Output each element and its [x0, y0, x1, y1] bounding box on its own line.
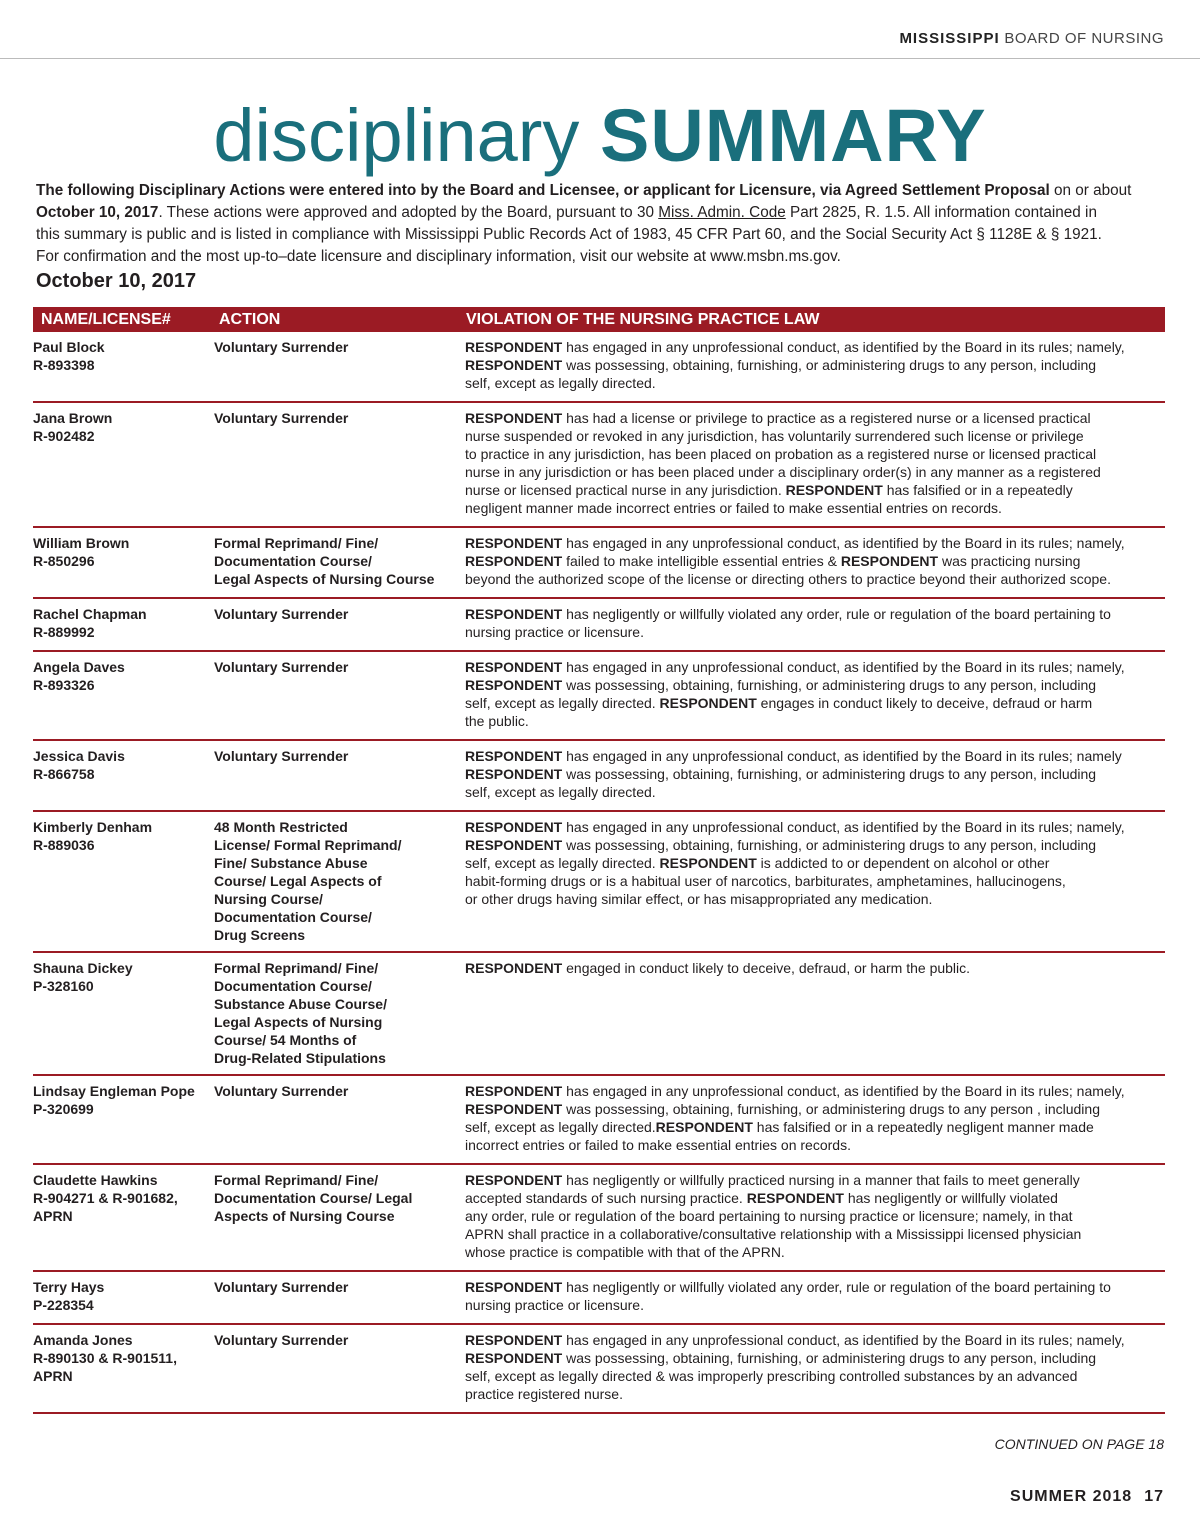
licensee-name: William Brown: [33, 535, 130, 551]
respondent-keyword: RESPONDENT: [840, 553, 939, 569]
violation-text: any order, rule or regulation of the board pertaining to nursing practice or licensure; namely, in that: [465, 1208, 1073, 1224]
action-cell: [214, 747, 450, 765]
action-line: Voluntary Surrender: [214, 748, 349, 764]
violation-line: [465, 356, 1165, 374]
violation-text: nurse in any jurisdiction or has been placed under a disciplinary order(s) in any manner as a registered: [465, 464, 1101, 480]
action-cell: [214, 818, 450, 944]
violation-cell: [465, 338, 1165, 392]
violation-line: [465, 1171, 1165, 1189]
respondent-keyword: RESPONDENT: [465, 677, 563, 693]
licensee-name: Rachel Chapman: [33, 606, 147, 622]
violation-line: [465, 1189, 1165, 1207]
action-cell: [214, 409, 450, 427]
table-row: [33, 403, 1165, 528]
violation-text: negligent manner made incorrect entries or failed to make essential entries on records.: [465, 500, 1002, 516]
respondent-keyword: RESPONDENT: [659, 855, 757, 871]
licensee-name: Terry Hays: [33, 1279, 105, 1295]
license-number: P-328160: [33, 978, 94, 994]
violation-text: engaged in conduct likely to deceive, defraud, or harm the public.: [562, 960, 971, 976]
action-line: Aspects of Nursing Course: [214, 1208, 395, 1224]
violation-line: [465, 854, 1165, 872]
title-light: disciplinary: [213, 94, 580, 177]
table-row: [33, 812, 1165, 953]
violation-text: has engaged in any unprofessional conduct, as identified by the Board in its rules; namely,: [562, 1332, 1125, 1348]
masthead-rule: [0, 58, 1200, 59]
action-cell: [214, 959, 450, 1067]
licensee-name: Angela Daves: [33, 659, 125, 675]
violation-line: [465, 1207, 1165, 1225]
violation-text: beyond the authorized scope of the license or directing others to practice beyond their authorized scope.: [465, 571, 1111, 587]
violation-line: [465, 1136, 1165, 1154]
action-line: Voluntary Surrender: [214, 410, 349, 426]
table-row: [33, 953, 1165, 1076]
respondent-keyword: RESPONDENT: [465, 1279, 563, 1295]
violation-text: whose practice is compatible with that of the APRN.: [465, 1244, 785, 1260]
licensee-name-cell: [33, 534, 211, 570]
violation-line: [465, 959, 1165, 977]
header-violation: VIOLATION OF THE NURSING PRACTICE LAW: [466, 311, 820, 328]
respondent-keyword: RESPONDENT: [465, 1101, 563, 1117]
page-footer: [1010, 1488, 1164, 1506]
violation-line: [465, 1367, 1165, 1385]
table-header: [33, 307, 1165, 332]
respondent-keyword: RESPONDENT: [465, 766, 563, 782]
action-line: Legal Aspects of Nursing Course: [214, 571, 435, 587]
license-number: R-904271 & R-901682,: [33, 1190, 178, 1206]
licensee-name: Jana Brown: [33, 410, 113, 426]
violation-text: self, except as legally directed.: [465, 695, 660, 711]
respondent-keyword: RESPONDENT: [465, 553, 563, 569]
license-number: R-893326: [33, 677, 95, 693]
table-row: [33, 1325, 1165, 1414]
licensee-name: Kimberly Denham: [33, 819, 153, 835]
violation-text: or other drugs having similar effect, or has misappropriated any medication.: [465, 891, 933, 907]
page-title: [0, 96, 1200, 176]
violation-text: has negligently or willfully violated any order, rule or regulation of the board pertaining to: [562, 1279, 1111, 1295]
violation-text: was possessing, obtaining, furnishing, or administering drugs to any person, including: [562, 1350, 1097, 1366]
license-number: P-320699: [33, 1101, 94, 1117]
violation-cell: [465, 534, 1165, 588]
action-cell: [214, 1331, 450, 1349]
violation-text: was possessing, obtaining, furnishing, or administering drugs to any person, including: [562, 677, 1097, 693]
violation-text: has engaged in any unprofessional conduct, as identified by the Board in its rules; namely: [562, 748, 1122, 764]
violation-cell: [465, 1082, 1165, 1154]
page-number: 17: [1144, 1488, 1164, 1505]
violation-line: [465, 1331, 1165, 1349]
license-number: R-889992: [33, 624, 95, 640]
respondent-keyword: RESPONDENT: [465, 339, 563, 355]
action-line: License/ Formal Reprimand/: [214, 837, 402, 853]
action-cell: [214, 1278, 450, 1296]
license-number: R-889036: [33, 837, 95, 853]
violation-text: was possessing, obtaining, furnishing, or administering drugs to any person, including: [562, 357, 1097, 373]
action-line: Drug Screens: [214, 927, 306, 943]
licensee-name: Amanda Jones: [33, 1332, 133, 1348]
violation-line: [465, 552, 1165, 570]
header-action: ACTION: [219, 311, 281, 328]
licensee-name-cell: [33, 605, 211, 641]
licensee-name-cell: [33, 1082, 211, 1118]
violation-text: was possessing, obtaining, furnishing, or administering drugs to any person , including: [562, 1101, 1100, 1117]
table-row: [33, 528, 1165, 599]
action-line: Fine/ Substance Abuse: [214, 855, 368, 871]
action-line: Voluntary Surrender: [214, 606, 349, 622]
respondent-keyword: RESPONDENT: [465, 748, 563, 764]
title-bold: SUMMARY: [600, 94, 987, 177]
action-line: Voluntary Surrender: [214, 339, 349, 355]
violation-cell: [465, 1278, 1165, 1314]
action-line: Substance Abuse Course/: [214, 996, 387, 1012]
violation-cell: [465, 658, 1165, 730]
violation-line: [465, 676, 1165, 694]
licensee-name-cell: [33, 338, 211, 374]
violation-line: [465, 1100, 1165, 1118]
date-heading: October 10, 2017: [36, 270, 197, 292]
violation-line: [465, 409, 1165, 427]
respondent-keyword: RESPONDENT: [465, 960, 563, 976]
respondent-keyword: RESPONDENT: [465, 837, 563, 853]
violation-cell: [465, 1331, 1165, 1403]
action-cell: [214, 658, 450, 676]
action-line: Course/ 54 Months of: [214, 1032, 357, 1048]
licensee-name-cell: [33, 747, 211, 783]
violation-line: [465, 1349, 1165, 1367]
violation-line: [465, 623, 1165, 641]
violation-line: [465, 1243, 1165, 1261]
violation-text: APRN shall practice in a collaborative/consultative relationship with a Mississippi licensed physician: [465, 1226, 1082, 1242]
table-row: [33, 741, 1165, 812]
violation-line: [465, 658, 1165, 676]
table-row: [33, 1165, 1165, 1272]
violation-line: [465, 338, 1165, 356]
violation-line: [465, 481, 1165, 499]
action-line: Voluntary Surrender: [214, 1279, 349, 1295]
intro-line-3: this summary is public and is listed in compliance with Mississippi Public Records Act of 1983, 45 CFR Part 60, and the Social Security Act § 1128E & § 1921.: [36, 226, 1102, 243]
respondent-keyword: RESPONDENT: [465, 1172, 563, 1188]
disciplinary-table: [33, 332, 1165, 1414]
violation-cell: [465, 818, 1165, 908]
violation-text: is addicted to or dependent on alcohol or other: [756, 855, 1050, 871]
action-line: Documentation Course/: [214, 909, 372, 925]
header-name: NAME/LICENSE#: [41, 311, 171, 328]
violation-text: has engaged in any unprofessional conduct, as identified by the Board in its rules; namely,: [562, 339, 1125, 355]
action-line: Voluntary Surrender: [214, 659, 349, 675]
violation-line: [465, 872, 1165, 890]
violation-text: has falsified or in a repeatedly: [882, 482, 1073, 498]
licensee-name-cell: [33, 1331, 211, 1385]
intro-line-2: October 10, 2017. These actions were approved and adopted by the Board, pursuant to 30 Miss. Admin. Code Part 2825, R. 1.5. All information contained in: [36, 204, 1097, 221]
masthead: [899, 30, 1164, 47]
license-number: P-228354: [33, 1297, 94, 1313]
respondent-keyword: RESPONDENT: [465, 535, 563, 551]
violation-text: has negligently or willfully practiced nursing in a manner that fails to meet generally: [562, 1172, 1080, 1188]
action-line: Documentation Course/ Legal: [214, 1190, 413, 1206]
table-row: [33, 1076, 1165, 1165]
respondent-keyword: RESPONDENT: [655, 1119, 753, 1135]
action-line: Formal Reprimand/ Fine/: [214, 1172, 379, 1188]
licensee-name: Paul Block: [33, 339, 105, 355]
intro-line-1: The following Disciplinary Actions were entered into by the Board and Licensee, or applicant for Licensure, via Agreed Settlement Proposal on or about: [36, 182, 1132, 199]
violation-text: has had a license or privilege to practice as a registered nurse or a licensed practical: [562, 410, 1091, 426]
continued-note: CONTINUED ON PAGE 18: [994, 1436, 1164, 1452]
violation-line: [465, 1385, 1165, 1403]
license-number: APRN: [33, 1368, 73, 1384]
respondent-keyword: RESPONDENT: [465, 357, 563, 373]
violation-line: [465, 694, 1165, 712]
licensee-name-cell: [33, 1171, 211, 1225]
violation-cell: [465, 747, 1165, 801]
action-cell: [214, 1171, 450, 1225]
action-line: Drug-Related Stipulations: [214, 1050, 386, 1066]
violation-text: nurse suspended or revoked in any jurisdiction, has voluntarily surrendered such license or privilege: [465, 428, 1084, 444]
issue-label: SUMMER 2018: [1010, 1488, 1133, 1505]
table-row: [33, 652, 1165, 741]
licensee-name-cell: [33, 959, 211, 995]
table-row: [33, 1272, 1165, 1325]
respondent-keyword: RESPONDENT: [785, 482, 883, 498]
violation-text: nursing practice or licensure.: [465, 624, 644, 640]
violation-line: [465, 374, 1165, 392]
respondent-keyword: RESPONDENT: [465, 1083, 563, 1099]
licensee-name: Shauna Dickey: [33, 960, 133, 976]
violation-cell: [465, 959, 1165, 977]
license-number: R-850296: [33, 553, 95, 569]
action-line: Course/ Legal Aspects of: [214, 873, 382, 889]
respondent-keyword: RESPONDENT: [465, 1350, 563, 1366]
intro-paragraph: [36, 180, 1166, 268]
violation-text: nurse or licensed practical nurse in any jurisdiction.: [465, 482, 786, 498]
action-line: Voluntary Surrender: [214, 1083, 349, 1099]
table-row: [33, 332, 1165, 403]
violation-text: self, except as legally directed & was improperly prescribing controlled substances by an advanced: [465, 1368, 1078, 1384]
action-cell: [214, 338, 450, 356]
action-line: Documentation Course/: [214, 553, 372, 569]
violation-text: practice registered nurse.: [465, 1386, 623, 1402]
violation-text: failed to make intelligible essential entries &: [562, 553, 841, 569]
violation-line: [465, 605, 1165, 623]
violation-line: [465, 499, 1165, 517]
violation-text: self, except as legally directed.: [465, 1119, 656, 1135]
action-cell: [214, 534, 450, 588]
action-line: Documentation Course/: [214, 978, 372, 994]
violation-text: engages in conduct likely to deceive, defraud or harm: [756, 695, 1093, 711]
licensee-name: Claudette Hawkins: [33, 1172, 158, 1188]
action-line: Nursing Course/: [214, 891, 323, 907]
violation-cell: [465, 605, 1165, 641]
licensee-name: Jessica Davis: [33, 748, 125, 764]
license-number: R-890130 & R-901511,: [33, 1350, 177, 1366]
action-line: Voluntary Surrender: [214, 1332, 349, 1348]
violation-text: incorrect entries or failed to make essential entries on records.: [465, 1137, 851, 1153]
violation-cell: [465, 409, 1165, 517]
violation-text: to practice in any jurisdiction, has been placed on probation as a registered nurse or licensed practical: [465, 446, 1097, 462]
violation-line: [465, 765, 1165, 783]
licensee-name-cell: [33, 409, 211, 445]
violation-line: [465, 1225, 1165, 1243]
violation-text: self, except as legally directed.: [465, 855, 660, 871]
violation-line: [465, 836, 1165, 854]
action-line: 48 Month Restricted: [214, 819, 348, 835]
respondent-keyword: RESPONDENT: [465, 819, 563, 835]
violation-line: [465, 818, 1165, 836]
violation-text: habit-forming drugs or is a habitual user of narcotics, barbiturates, amphetamines, hallucinogens,: [465, 873, 1066, 889]
violation-line: [465, 1278, 1165, 1296]
respondent-keyword: RESPONDENT: [465, 659, 563, 675]
violation-cell: [465, 1171, 1165, 1261]
violation-line: [465, 1296, 1165, 1314]
violation-text: has negligently or willfully violated any order, rule or regulation of the board pertaining to: [562, 606, 1111, 622]
respondent-keyword: RESPONDENT: [465, 1332, 563, 1348]
licensee-name: Lindsay Engleman Pope: [33, 1083, 195, 1099]
violation-line: [465, 427, 1165, 445]
license-number: R-866758: [33, 766, 95, 782]
violation-line: [465, 445, 1165, 463]
license-number: R-902482: [33, 428, 95, 444]
license-number: APRN: [33, 1208, 73, 1224]
action-cell: [214, 605, 450, 623]
violation-text: has engaged in any unprofessional conduct, as identified by the Board in its rules; namely,: [562, 1083, 1125, 1099]
masthead-state: MISSISSIPPI: [899, 30, 1000, 47]
violation-text: has engaged in any unprofessional conduct, as identified by the Board in its rules; namely,: [562, 819, 1125, 835]
respondent-keyword: RESPONDENT: [746, 1190, 844, 1206]
respondent-keyword: RESPONDENT: [465, 410, 563, 426]
violation-line: [465, 534, 1165, 552]
violation-text: self, except as legally directed.: [465, 375, 656, 391]
violation-text: nursing practice or licensure.: [465, 1297, 644, 1313]
licensee-name-cell: [33, 818, 211, 854]
respondent-keyword: RESPONDENT: [659, 695, 757, 711]
violation-text: was possessing, obtaining, furnishing, or administering drugs to any person, including: [562, 837, 1097, 853]
licensee-name-cell: [33, 658, 211, 694]
violation-text: accepted standards of such nursing practice.: [465, 1190, 747, 1206]
table-row: [33, 599, 1165, 652]
violation-line: [465, 712, 1165, 730]
violation-text: has negligently or willfully violated: [843, 1190, 1058, 1206]
respondent-keyword: RESPONDENT: [465, 606, 563, 622]
license-number: R-893398: [33, 357, 95, 373]
violation-line: [465, 783, 1165, 801]
action-cell: [214, 1082, 450, 1100]
violation-text: has falsified or in a repeatedly negligent manner made: [752, 1119, 1094, 1135]
violation-line: [465, 463, 1165, 481]
violation-line: [465, 1118, 1165, 1136]
violation-line: [465, 747, 1165, 765]
action-line: Formal Reprimand/ Fine/: [214, 535, 379, 551]
violation-line: [465, 1082, 1165, 1100]
action-line: Formal Reprimand/ Fine/: [214, 960, 379, 976]
violation-text: the public.: [465, 713, 529, 729]
violation-text: has engaged in any unprofessional conduct, as identified by the Board in its rules; namely,: [562, 659, 1125, 675]
violation-text: self, except as legally directed.: [465, 784, 656, 800]
violation-text: was practicing nursing: [938, 553, 1081, 569]
masthead-board: BOARD OF NURSING: [1004, 30, 1164, 47]
violation-text: has engaged in any unprofessional conduct, as identified by the Board in its rules; namely,: [562, 535, 1125, 551]
violation-line: [465, 890, 1165, 908]
licensee-name-cell: [33, 1278, 211, 1314]
violation-line: [465, 570, 1165, 588]
intro-line-4: For confirmation and the most up-to–date licensure and disciplinary information, visit our website at www.msbn.ms.gov.: [36, 248, 841, 265]
violation-text: was possessing, obtaining, furnishing, or administering drugs to any person, including: [562, 766, 1097, 782]
action-line: Legal Aspects of Nursing: [214, 1014, 383, 1030]
